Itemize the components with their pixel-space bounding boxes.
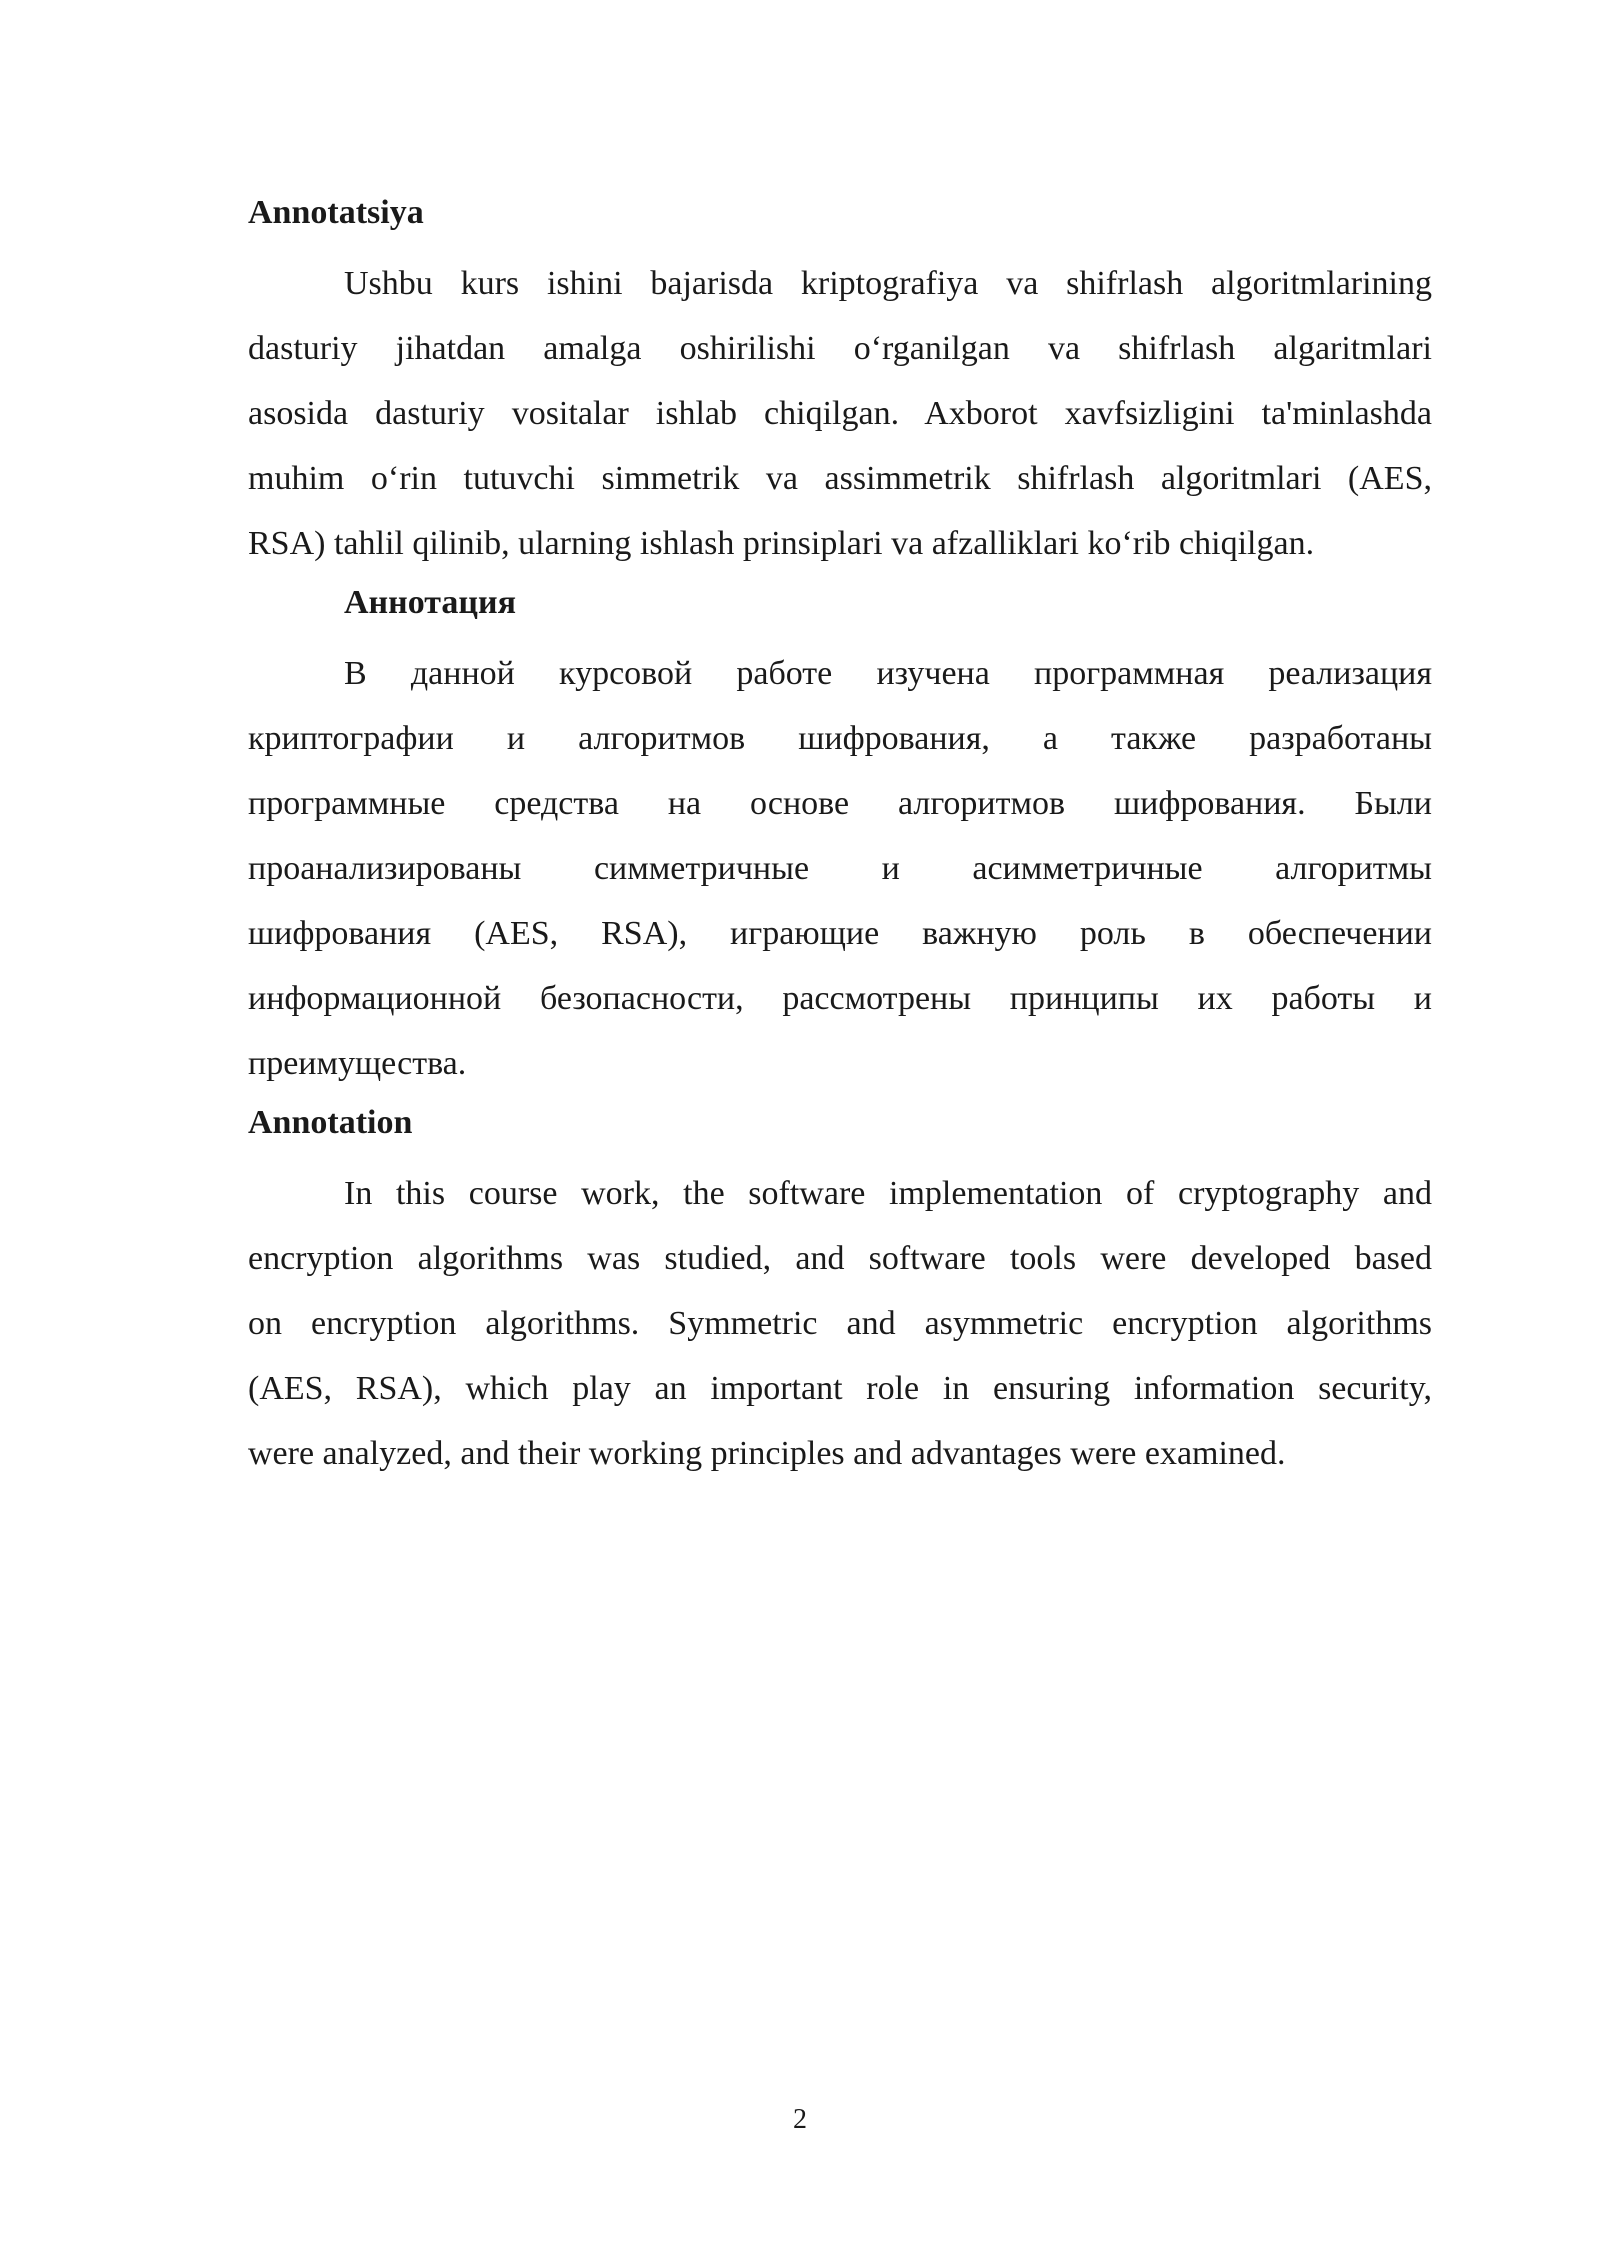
- paragraph-line: encryption algorithms was studied, and software tools were developed based: [248, 1240, 1432, 1277]
- paragraph-line: asosida dasturiy vositalar ishlab chiqilgan. Axborot xavfsizligini ta'minlashda: [248, 395, 1432, 432]
- paragraph-line: muhim o‘rin tutuvchi simmetrik va assimmetrik shifrlash algoritmlari (AES,: [248, 460, 1432, 497]
- paragraph-line: on encryption algorithms. Symmetric and asymmetric encryption algorithms: [248, 1305, 1432, 1342]
- paragraph-line: программные средства на основе алгоритмов шифрования. Были: [248, 785, 1432, 822]
- paragraph-line: преимущества.: [248, 1045, 467, 1082]
- paragraph-line: dasturiy jihatdan amalga oshirilishi o‘rganilgan va shifrlash algaritmlari: [248, 330, 1432, 367]
- section-heading-russian: Аннотация: [344, 584, 516, 621]
- paragraph-russian: [248, 641, 1432, 1096]
- paragraph-line: (AES, RSA), which play an important role in ensuring information security,: [248, 1370, 1432, 1407]
- paragraph-line: информационной безопасности, рассмотрены принципы их работы и: [248, 980, 1432, 1017]
- paragraph-line: проанализированы симметричные и асимметричные алгоритмы: [248, 850, 1432, 887]
- paragraph-line: In this course work, the software implementation of cryptography and: [344, 1175, 1432, 1212]
- paragraph-line: Ushbu kurs ishini bajarisda kriptografiya va shifrlash algoritmlarining: [344, 265, 1432, 302]
- paragraph-line: криптографии и алгоритмов шифрования, а также разработаны: [248, 720, 1432, 757]
- paragraph-line: RSA) tahlil qilinib, ularning ishlash prinsiplari va afzalliklari ko‘rib chiqilgan.: [248, 525, 1315, 562]
- section-heading-english: Annotation: [248, 1104, 413, 1141]
- heading-spacer: [248, 629, 1432, 641]
- heading-spacer: [248, 239, 1432, 251]
- page-content: [248, 186, 1432, 1486]
- paragraph-line: В данной курсовой работе изучена программная реализация: [344, 655, 1432, 692]
- paragraph-line: were analyzed, and their working principles and advantages were examined.: [248, 1435, 1286, 1472]
- section-heading-uzbek: Annotatsiya: [248, 194, 424, 231]
- paragraph-uzbek: [248, 251, 1432, 576]
- heading-spacer: [248, 1149, 1432, 1161]
- page-number: 2: [793, 2104, 807, 2135]
- paragraph-line: шифрования (AES, RSA), играющие важную роль в обеспечении: [248, 915, 1432, 952]
- paragraph-english: [248, 1161, 1432, 1486]
